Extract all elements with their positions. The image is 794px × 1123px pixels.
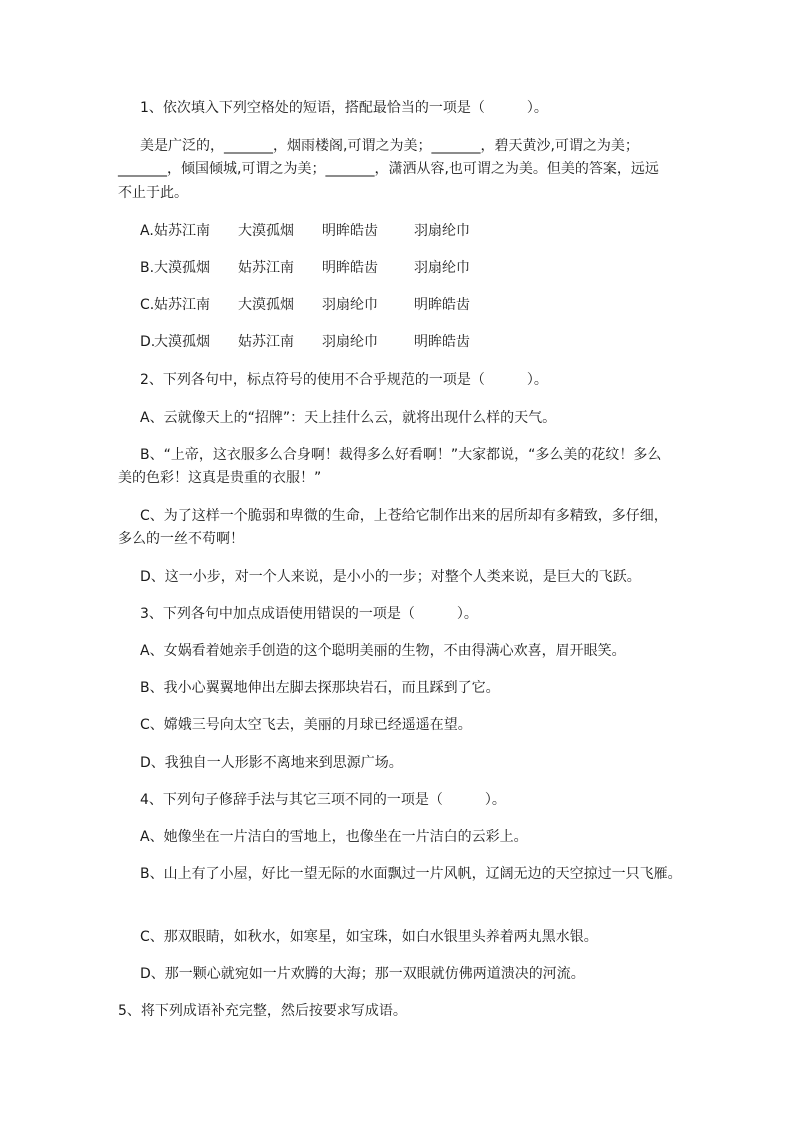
q1-stem: 1、依次填入下列空格处的短语，搭配最恰当的一项是（ ）。 — [140, 100, 548, 116]
option-label: A. — [140, 223, 154, 239]
q2-option-c-line-1: C、为了这样一个脆弱和卑微的生命，上苍给它制作出来的居所却有多精致，多仔细， — [140, 508, 668, 524]
option-label: D. — [140, 334, 156, 350]
q3-option-a: A、女娲看着她亲手创造的这个聪明美丽的生物，不由得满心欢喜，眉开眼笑。 — [140, 643, 626, 659]
q1-option-b — [140, 258, 470, 278]
option-term: 羽扇纶巾 — [414, 260, 470, 276]
q5-stem: 5、将下列成语补充完整，然后按要求写成语。 — [118, 1003, 407, 1019]
q4-option-d: D、那一颗心就宛如一片欢腾的大海；那一双眼就仿佛两道溃决的河流。 — [140, 966, 585, 982]
option-term: 姑苏江南 — [154, 297, 210, 313]
option-term: 明眸皓齿 — [322, 223, 378, 239]
q4-option-b: B、山上有了小屋，好比一望无际的水面飘过一片风帆，辽阔无边的天空掠过一只飞雁。 — [140, 866, 682, 882]
q3-option-d: D、我独自一人形影不离地来到思源广场。 — [140, 755, 403, 771]
option-term: 姑苏江南 — [238, 260, 294, 276]
q2-option-a: A、云就像天上的“招牌”：天上挂什么云，就将出现什么样的天气。 — [140, 410, 557, 426]
option-label: B. — [140, 260, 155, 276]
q1-passage-line-3: 不止于此。 — [118, 185, 188, 201]
q2-option-c-line-2: 多么的一丝不苟啊！ — [118, 531, 244, 547]
q3-stem: 3、下列各句中加点成语使用错误的一项是（ ）。 — [140, 606, 478, 622]
option-term: 羽扇纶巾 — [322, 297, 378, 313]
q2-stem: 2、下列各句中，标点符号的使用不合乎规范的一项是（ ）。 — [140, 372, 548, 388]
q2-option-d: D、这一小步，对一个人来说，是小小的一步；对整个人类来说，是巨大的飞跃。 — [140, 569, 641, 585]
q4-stem: 4、下列句子修辞手法与其它三项不同的一项是（ ）。 — [140, 792, 506, 808]
option-term: 羽扇纶巾 — [414, 223, 470, 239]
option-term: 明眸皓齿 — [322, 260, 378, 276]
q1-passage-line-2: _______，倾国倾城,可谓之为美；_______，潇洒从容,也可谓之为美。但美的答案，远远 — [118, 161, 659, 177]
q3-option-b: B、我小心翼翼地伸出左脚去探那块岩石，而且踩到了它。 — [140, 680, 500, 696]
q3-option-c: C、嫦娥三号向太空飞去，美丽的月球已经遥遥在望。 — [140, 717, 472, 733]
option-term: 大漠孤烟 — [154, 334, 210, 350]
option-term: 姑苏江南 — [154, 223, 210, 239]
q4-option-a: A、她像坐在一片洁白的雪地上，也像坐在一片洁白的云彩上。 — [140, 829, 528, 845]
option-term: 大漠孤烟 — [238, 297, 294, 313]
option-label: C. — [140, 297, 155, 313]
option-term: 羽扇纶巾 — [322, 334, 378, 350]
q2-option-b-line-2: 美的色彩！这真是贵重的衣服！” — [118, 470, 322, 486]
q1-option-c — [140, 295, 470, 315]
option-term: 明眸皓齿 — [414, 297, 470, 313]
q1-passage-line-1: 美是广泛的，_______，烟雨楼阁,可谓之为美；_______，碧天黄沙,可谓之为美； — [140, 138, 639, 154]
q1-option-d — [140, 332, 470, 352]
q1-option-a — [140, 221, 470, 241]
option-term: 大漠孤烟 — [154, 260, 210, 276]
q2-option-b-line-1: B、“上帝，这衣服多么合身啊！裁得多么好看啊！”大家都说，“多么美的花纹！多么 — [140, 447, 662, 463]
option-term: 大漠孤烟 — [238, 223, 294, 239]
q4-option-c: C、那双眼睛，如秋水，如寒星，如宝珠，如白水银里头养着两丸黑水银。 — [140, 929, 598, 945]
option-term: 明眸皓齿 — [414, 334, 470, 350]
option-term: 姑苏江南 — [238, 334, 294, 350]
